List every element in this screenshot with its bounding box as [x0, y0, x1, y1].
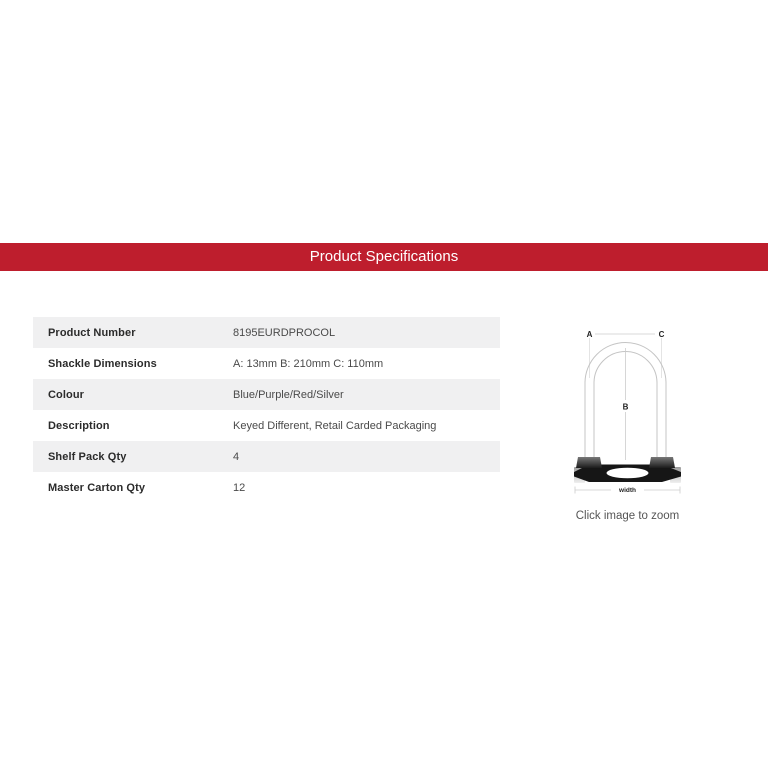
table-row: [33, 472, 500, 503]
table-row: [33, 348, 500, 379]
product-image-zoom-link[interactable]: [565, 318, 690, 523]
zoom-caption: Click image to zoom: [575, 510, 680, 522]
shackle-cap-right: [649, 457, 675, 468]
spec-value: 4: [233, 450, 240, 463]
banner-title: Product Specifications: [309, 248, 459, 265]
spec-label: Product Number: [48, 326, 136, 339]
dimension-label-a: A: [586, 330, 593, 339]
table-row: [33, 441, 500, 472]
product-specifications-banner: [0, 243, 768, 271]
spec-label: Shelf Pack Qty: [48, 450, 127, 463]
dimension-label-c: C: [658, 330, 665, 339]
lock-body-slot: [607, 468, 649, 479]
spec-value: 8195EURDPROCOL: [233, 326, 336, 339]
dimension-label-width: width: [619, 487, 636, 494]
dimension-label-b: B: [622, 402, 629, 412]
spec-label: Description: [48, 419, 110, 432]
shackle-cap-left: [576, 457, 602, 468]
spec-label: Shackle Dimensions: [48, 357, 157, 370]
table-row: [33, 379, 500, 410]
spec-label: Master Carton Qty: [48, 481, 146, 494]
spec-value: Keyed Different, Retail Carded Packaging: [233, 419, 437, 432]
u-lock-dimension-diagram[interactable]: [565, 318, 690, 498]
spec-value: A: 13mm B: 210mm C: 110mm: [233, 357, 384, 370]
table-row: [33, 317, 500, 348]
spec-table: [33, 317, 500, 503]
table-row: [33, 410, 500, 441]
spec-label: Colour: [48, 388, 85, 401]
spec-value: Blue/Purple/Red/Silver: [233, 388, 344, 401]
spec-value: 12: [233, 481, 246, 494]
